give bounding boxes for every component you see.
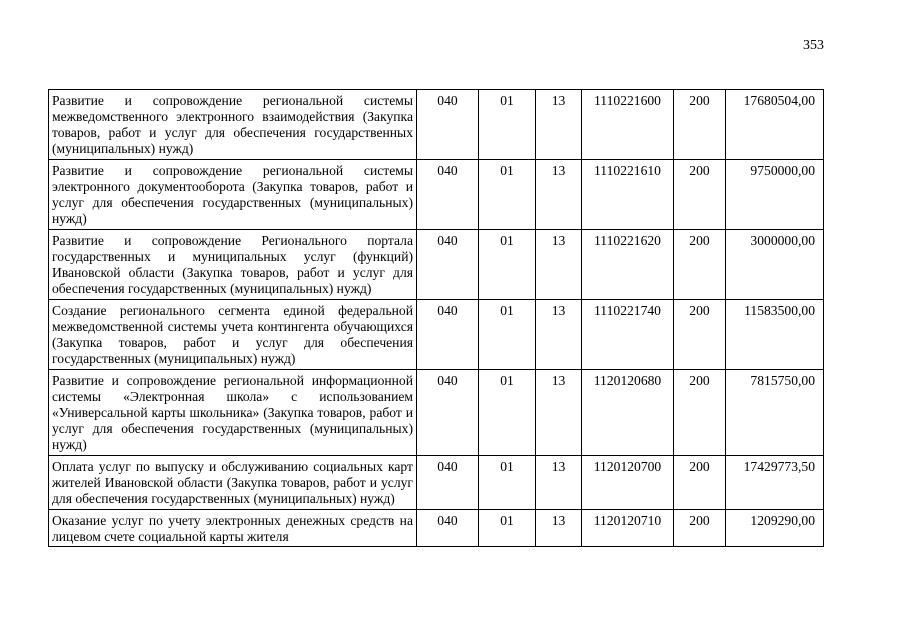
- subsection-code: 13: [536, 370, 582, 456]
- subsection-code: 13: [536, 90, 582, 160]
- table-row: [49, 510, 824, 547]
- target-article-code: 1120120680: [582, 370, 674, 456]
- page-number: 353: [803, 38, 824, 53]
- row-description: Оплата услуг по выпуску и обслуживанию социальных карт жителей Ивановской области (Закупка товаров, работ и услуг для обеспечения государственных (муниципальных) нужд): [49, 456, 417, 510]
- subsection-code: 13: [536, 230, 582, 300]
- section-code: 01: [479, 90, 536, 160]
- section-code: 01: [479, 456, 536, 510]
- amount: 11583500,00: [726, 300, 824, 370]
- table-row: [49, 90, 824, 160]
- row-description-text: Оказание услуг по учету электронных денежных средств на лицевом счете социальной карты жителя: [52, 513, 413, 544]
- grbs-code: 040: [417, 230, 479, 300]
- row-description: Развитие и сопровождение региональной системы межведомственного электронного взаимодействия (Закупка товаров, работ и услуг для обеспечения государственных (муниципальных) нужд): [49, 90, 417, 160]
- section-code: 01: [479, 300, 536, 370]
- amount: 17680504,00: [726, 90, 824, 160]
- row-description: Создание регионального сегмента единой федеральной межведомственной системы учета контингента обучающихся (Закупка товаров, работ и услуг для обеспечения государственных (муниципальных) нужд): [49, 300, 417, 370]
- expense-type-code: 200: [674, 90, 726, 160]
- target-article-code: 1120120710: [582, 510, 674, 547]
- subsection-code: 13: [536, 160, 582, 230]
- row-description: [49, 510, 417, 547]
- amount: 1209290,00: [726, 510, 824, 547]
- target-article-code: 1110221610: [582, 160, 674, 230]
- table-row: [49, 456, 824, 510]
- amount: 9750000,00: [726, 160, 824, 230]
- subsection-code: 13: [536, 300, 582, 370]
- expense-type-code: 200: [674, 510, 726, 547]
- table-row: [49, 300, 824, 370]
- section-code: 01: [479, 370, 536, 456]
- table-row: [49, 160, 824, 230]
- target-article-code: 1110221600: [582, 90, 674, 160]
- subsection-code: 13: [536, 510, 582, 547]
- amount: 7815750,00: [726, 370, 824, 456]
- grbs-code: 040: [417, 370, 479, 456]
- expense-type-code: 200: [674, 370, 726, 456]
- table-row: [49, 370, 824, 456]
- expense-type-code: 200: [674, 300, 726, 370]
- section-code: 01: [479, 160, 536, 230]
- target-article-code: 1120120700: [582, 456, 674, 510]
- row-description: Развитие и сопровождение региональной информационной системы «Электронная школа» с использованием «Универсальной карты школьника» (Закупка товаров, работ и услуг для обеспечения государственных (муниципальных) нужд): [49, 370, 417, 456]
- target-article-code: 1110221620: [582, 230, 674, 300]
- subsection-code: 13: [536, 456, 582, 510]
- grbs-code: 040: [417, 90, 479, 160]
- grbs-code: 040: [417, 300, 479, 370]
- expense-type-code: 200: [674, 230, 726, 300]
- grbs-code: 040: [417, 510, 479, 547]
- budget-table: [48, 89, 824, 547]
- table-row: [49, 230, 824, 300]
- grbs-code: 040: [417, 456, 479, 510]
- row-description: Развитие и сопровождение региональной системы электронного документооборота (Закупка товаров, работ и услуг для обеспечения государственных (муниципальных) нужд): [49, 160, 417, 230]
- amount: 17429773,50: [726, 456, 824, 510]
- expense-type-code: 200: [674, 160, 726, 230]
- expense-type-code: 200: [674, 456, 726, 510]
- section-code: 01: [479, 510, 536, 547]
- section-code: 01: [479, 230, 536, 300]
- target-article-code: 1110221740: [582, 300, 674, 370]
- amount: 3000000,00: [726, 230, 824, 300]
- grbs-code: 040: [417, 160, 479, 230]
- row-description: Развитие и сопровождение Регионального портала государственных и муниципальных услуг (функций) Ивановской области (Закупка товаров, работ и услуг для обеспечения государственных (муниципальных) нужд): [49, 230, 417, 300]
